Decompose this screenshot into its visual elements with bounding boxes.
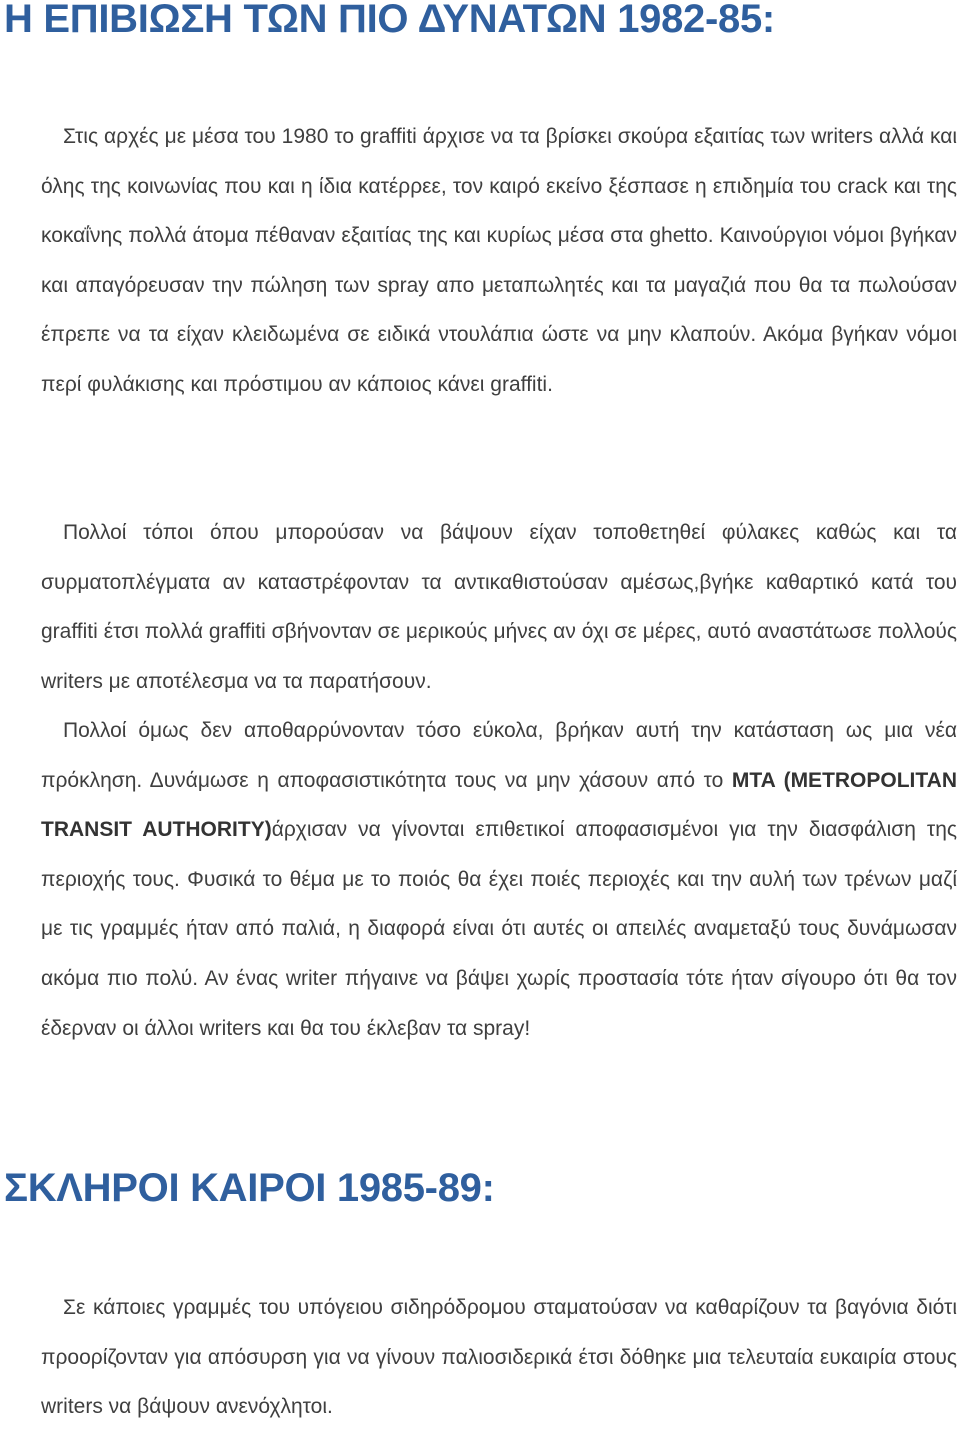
paragraph-mta-challenge (41, 706, 957, 1053)
section-heading-hard-times: ΣΚΛΗΡΟΙ ΚΑΙΡΟΙ 1985-89: (4, 1166, 495, 1210)
paragraph-mta-text-before: Πολλοί όμως δεν αποθαρρύνονταν τόσο εύκολα, βρήκαν αυτή την κατάσταση ως μια νέα πρόκληση. Δυνάμωσε η αποφασιστικότητα τους να μην χάσουν από το (41, 719, 957, 792)
paragraph-hard-times: Σε κάποιες γραμμές του υπόγειου σιδηρόδρομου σταματούσαν να καθαρίζουν τα βαγόνια διότι προορίζονταν για απόσυρση για να γίνουν παλιοσιδερικά έτσι δόθηκε μια τελευταία ευκαιρία στους writers να βάψουν ανενόχλητοι. (41, 1296, 957, 1419)
paragraph-guards-fences: Πολλοί τόποι όπου μπορούσαν να βάψουν είχαν τοποθετηθεί φύλακες καθώς και τα συρματοπλέγματα αν καταστρέφονταν τα αντικαθιστούσαν αμέσως,βγήκε καθαρτικό κατά του graffiti έτσι πολλά graffiti σβήνονταν σε μερικούς μήνες αν όχι σε μέρες, αυτό αναστάτωσε πολλούς writers με αποτέλεσμα να τα παρατήσουν. (41, 521, 957, 693)
paragraph-mta-text-after: άρχισαν να γίνονται επιθετικοί αποφασισμένοι για την διασφάλιση της περιοχής τους. Φυσικά το θέμα με το ποιός θα έχει ποιές περιοχές και την αυλή των τρένων μαζί με τις γραμμές ήταν από παλιά, η διαφορά είναι ότι αυτές οι απειλές αναμεταξύ τους δυνάμωσαν ακόμα πιο πολύ. Αν ένας writer πήγαινε να βάψει χωρίς προστασία τότε ήταν σίγουρο ότι θα τον έδερναν οι άλλοι writers και θα του έκλεβαν τα spray! (41, 818, 957, 1040)
paragraph-survival-intro: Στις αρχές με μέσα του 1980 το graffiti άρχισε να τα βρίσκει σκούρα εξαιτίας των writers αλλά και όλης της κοινωνίας που και η ίδια κατέρρεε, τον καιρό εκείνο ξέσπασε η επιδημία του crack και της κοκαΐνης πολλά άτομα πέθαναν εξαιτίας της και κυρίως μέσα στα ghetto. Καινούργιοι νόμοι βγήκαν και απαγόρευσαν την πώληση των spray απο μεταπωλητές και τα μαγαζιά που θα τα πωλούσαν έπρεπε να τα είχαν κλειδωμένα σε ειδικά ντουλάπια ώστε να μην κλαπούν. Ακόμα βγήκαν νόμοι περί φυλάκισης και πρόστιμου αν κάποιος κάνει graffiti. (41, 125, 957, 396)
mta-bold-term: MTA (METROPOLITAN TRANSIT AUTHORITY) (41, 768, 957, 842)
section-heading-survival: Η ΕΠΙΒΙΩΣΗ ΤΩΝ ΠΙΟ ΔΥΝΑΤΩΝ 1982-85: (4, 0, 775, 41)
